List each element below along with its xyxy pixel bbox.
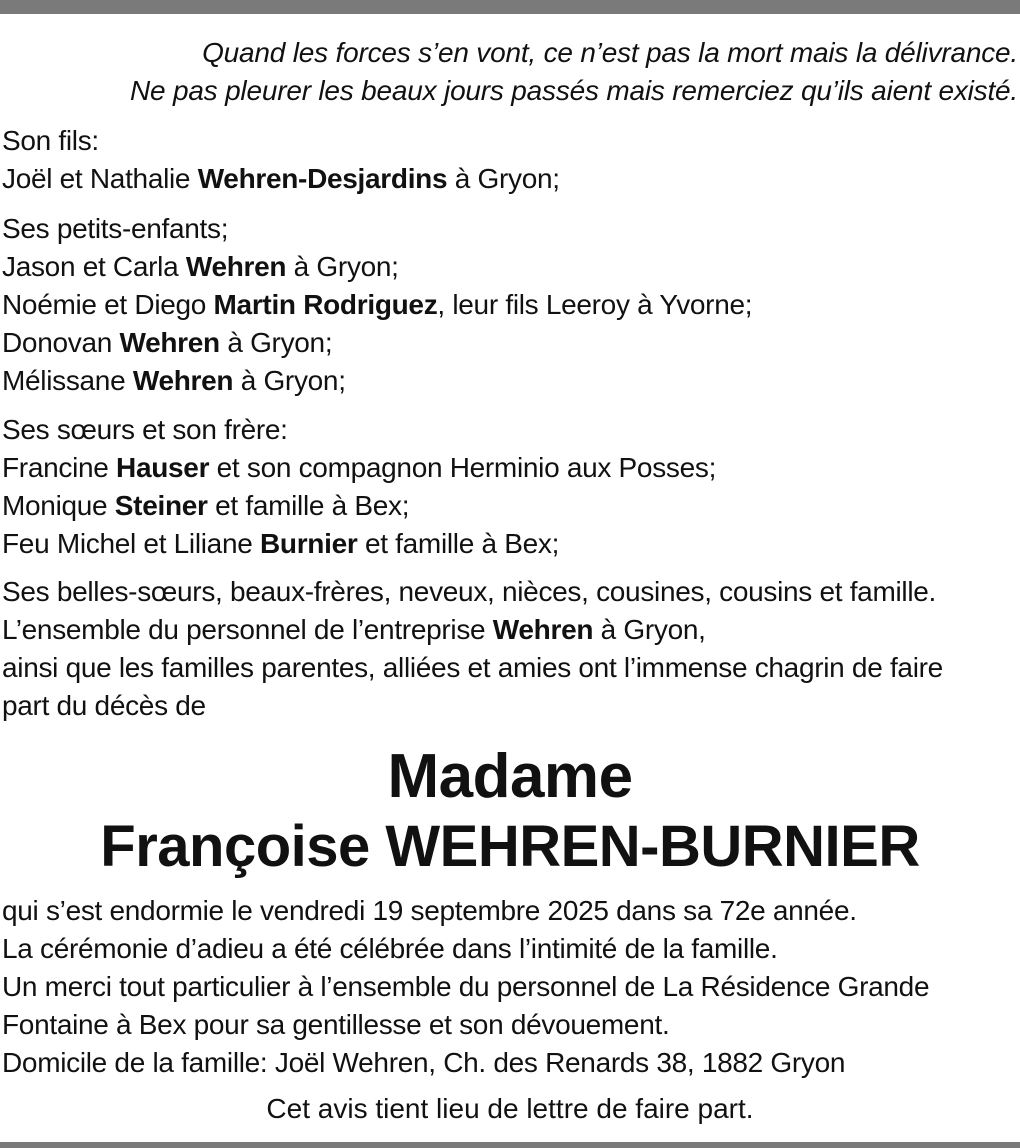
- family-entry: Francine Hauser et son compagnon Herminio aux Posses;: [2, 452, 717, 483]
- bottom-rule: [0, 1142, 1020, 1148]
- family-entry: Mélissane Wehren à Gryon;: [2, 365, 346, 396]
- family-surname: Steiner: [114, 490, 208, 521]
- announcement-line: part du décès de: [2, 690, 206, 721]
- family-surname: Wehren: [185, 251, 287, 282]
- details-section: [2, 892, 1018, 1082]
- family-entry: Donovan Wehren à Gryon;: [2, 327, 333, 358]
- family-entry: Joël et Nathalie Wehren-Desjardins à Gryon;: [2, 163, 560, 194]
- company-name: Wehren: [492, 614, 594, 645]
- family-surname: Hauser: [116, 452, 210, 483]
- extended-family-line: Ses belles-sœurs, beaux-frères, neveux, nièces, cousines, cousins et famille.: [2, 576, 936, 607]
- extended-family-section: [2, 573, 1018, 725]
- family-entry: Monique Steiner et famille à Bex;: [2, 490, 410, 521]
- son-section: [2, 122, 1018, 198]
- grandchildren-section: [2, 210, 1018, 400]
- quote-line: Ne pas pleurer les beaux jours passés mais remerciez qu’ils aient existé.: [129, 75, 1018, 106]
- company-staff-line: L’ensemble du personnel de l’entreprise Wehren à Gryon,: [2, 614, 706, 645]
- family-entry: Jason et Carla Wehren à Gryon;: [2, 251, 399, 282]
- family-surname: Wehren-Desjardins: [197, 163, 448, 194]
- siblings-heading: Ses sœurs et son frère:: [2, 414, 288, 445]
- grandchildren-heading: Ses petits-enfants;: [2, 213, 229, 244]
- thanks-line: Fontaine à Bex pour sa gentillesse et son dévouement.: [2, 1009, 670, 1040]
- family-surname: Wehren: [132, 365, 234, 396]
- deceased-title: Madame: [387, 742, 633, 811]
- deceased-name: Françoise WEHREN-BURNIER: [100, 814, 920, 879]
- quote-line: Quand les forces s’en vont, ce n’est pas la mort mais la délivrance.: [202, 37, 1018, 68]
- son-heading: Son fils:: [2, 125, 99, 156]
- family-surname: Burnier: [259, 528, 358, 559]
- epitaph-quote: [130, 34, 1018, 110]
- top-rule: [0, 0, 1020, 14]
- family-surname: Wehren: [119, 327, 220, 358]
- family-entry: Feu Michel et Liliane Burnier et famille à Bex;: [2, 528, 560, 559]
- deceased-name-block: [0, 742, 1020, 882]
- family-surname: Martin Rodriguez: [213, 289, 438, 320]
- family-entry: Noémie et Diego Martin Rodriguez, leur fils Leeroy à Yvorne;: [2, 289, 753, 320]
- announcement-line: ainsi que les familles parentes, alliées et amies ont l’immense chagrin de faire: [2, 652, 943, 683]
- siblings-section: [2, 411, 1018, 563]
- family-address-line: Domicile de la famille: Joël Wehren, Ch. des Renards 38, 1882 Gryon: [2, 1047, 846, 1078]
- thanks-line: Un merci tout particulier à l’ensemble du personnel de La Résidence Grande: [2, 971, 930, 1002]
- closing-note: Cet avis tient lieu de lettre de faire part.: [266, 1093, 754, 1124]
- death-date-line: qui s’est endormie le vendredi 19 septembre 2025 dans sa 72e année.: [2, 895, 857, 926]
- ceremony-line: La cérémonie d’adieu a été célébrée dans l’intimité de la famille.: [2, 933, 778, 964]
